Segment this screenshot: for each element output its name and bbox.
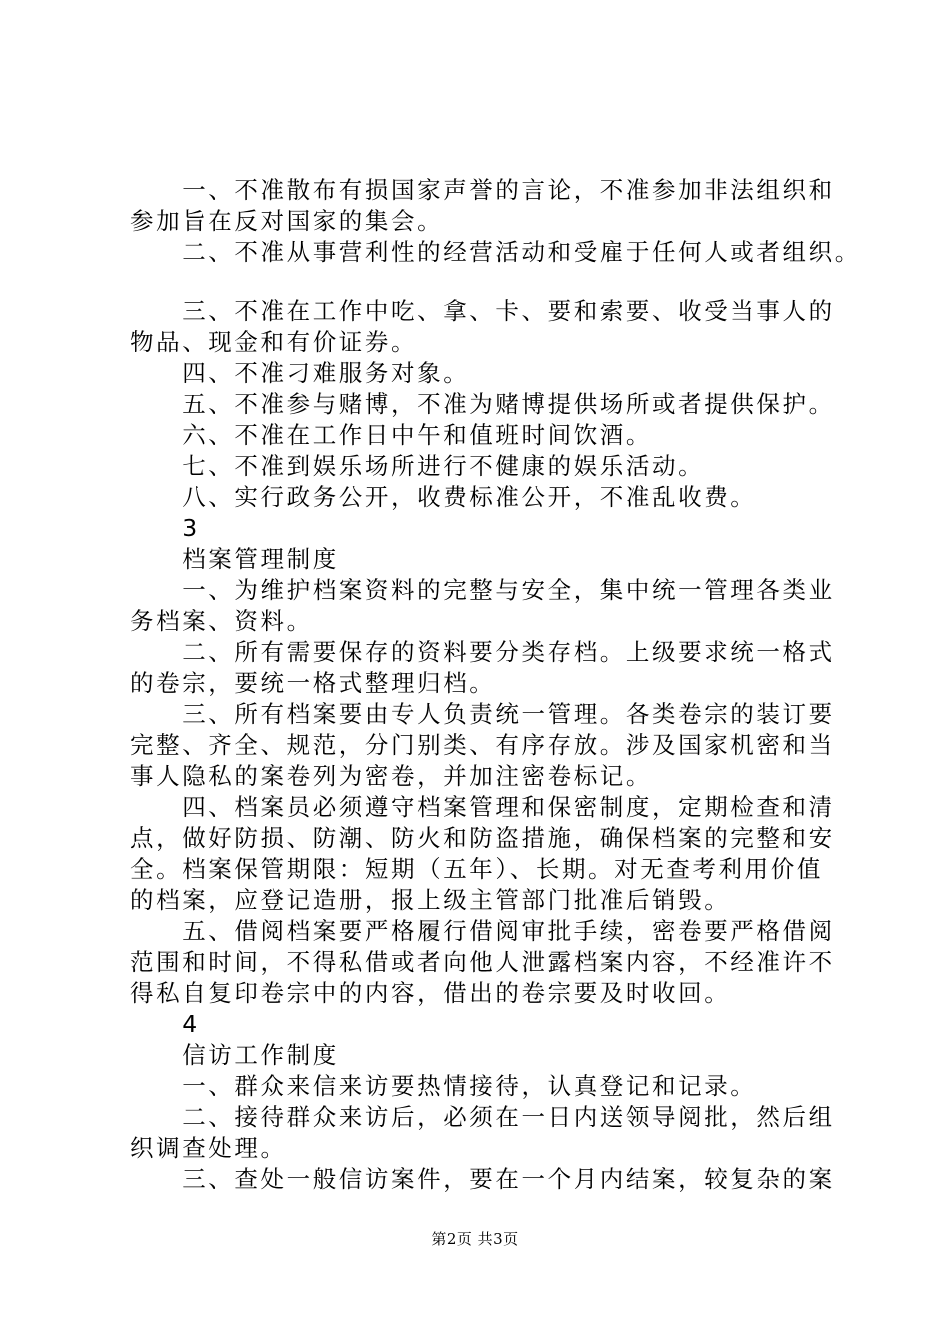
text-line: 一、不准散布有损国家声誉的言论，不准参加非法组织和 [130,176,835,204]
text-line: 务档案、资料。 [130,607,313,635]
text-line: 的卷宗，要统一格式整理归档。 [130,669,496,697]
text-line: 三、查处一般信访案件，要在一个月内结案，较复杂的案 [130,1165,835,1193]
text-line: 四、档案员必须遵守档案管理和保密制度，定期检查和清 [130,793,835,821]
text-line: 范围和时间，不得私借或者向他人泄露档案内容，不经准许不 [130,948,835,976]
section-number: 3 [130,514,200,542]
text-line: 七、不准到娱乐场所进行不健康的娱乐活动。 [130,452,705,480]
text-line: 的档案，应登记造册，报上级主管部门批准后销毁。 [130,886,731,914]
text-line: 一、群众来信来访要热情接待，认真登记和记录。 [130,1072,757,1100]
text-line: 六、不准在工作日中午和值班时间饮酒。 [130,421,652,449]
text-line: 二、接待群众来访后，必须在一日内送领导阅批，然后组 [130,1103,835,1131]
text-line: 完整、齐全、规范，分门别类、有序存放。涉及国家机密和当 [130,731,835,759]
section-heading: 档案管理制度 [130,545,339,573]
section-number: 4 [130,1010,200,1038]
text-line: 得私自复印卷宗中的内容，借出的卷宗要及时收回。 [130,979,731,1007]
text-line: 四、不准刁难服务对象。 [130,359,470,387]
text-line: 二、不准从事营利性的经营活动和受雇于任何人或者组织。 [130,238,861,266]
blank-line [130,268,840,296]
section-heading: 信访工作制度 [130,1041,339,1069]
text-line: 三、不准在工作中吃、拿、卡、要和索要、收受当事人的 [130,297,835,325]
text-line: 五、不准参与赌博，不准为赌博提供场所或者提供保护。 [130,390,835,418]
text-line: 一、为维护档案资料的完整与安全，集中统一管理各类业 [130,576,835,604]
text-line: 八、实行政务公开，收费标准公开，不准乱收费。 [130,483,757,511]
text-line: 三、所有档案要由专人负责统一管理。各类卷宗的装订要 [130,700,835,728]
text-line: 二、所有需要保存的资料要分类存档。上级要求统一格式 [130,638,835,666]
text-line: 参加旨在反对国家的集会。 [130,207,444,235]
text-line: 点，做好防损、防潮、防火和防盗措施，确保档案的完整和安 [130,824,835,852]
text-line: 物品、现金和有价证券。 [130,328,418,356]
page-footer [0,1229,950,1249]
text-line: 五、借阅档案要严格履行借阅审批手续，密卷要严格借阅 [130,917,835,945]
text-line: 全。档案保管期限：短期（五年）、长期。对无查考利用价值 [130,855,823,883]
text-line: 事人隐私的案卷列为密卷，并加注密卷标记。 [130,762,652,790]
document-body [130,175,861,1195]
text-line: 织调查处理。 [130,1134,287,1162]
page-number-label: 第2页 共3页 [431,1230,519,1248]
